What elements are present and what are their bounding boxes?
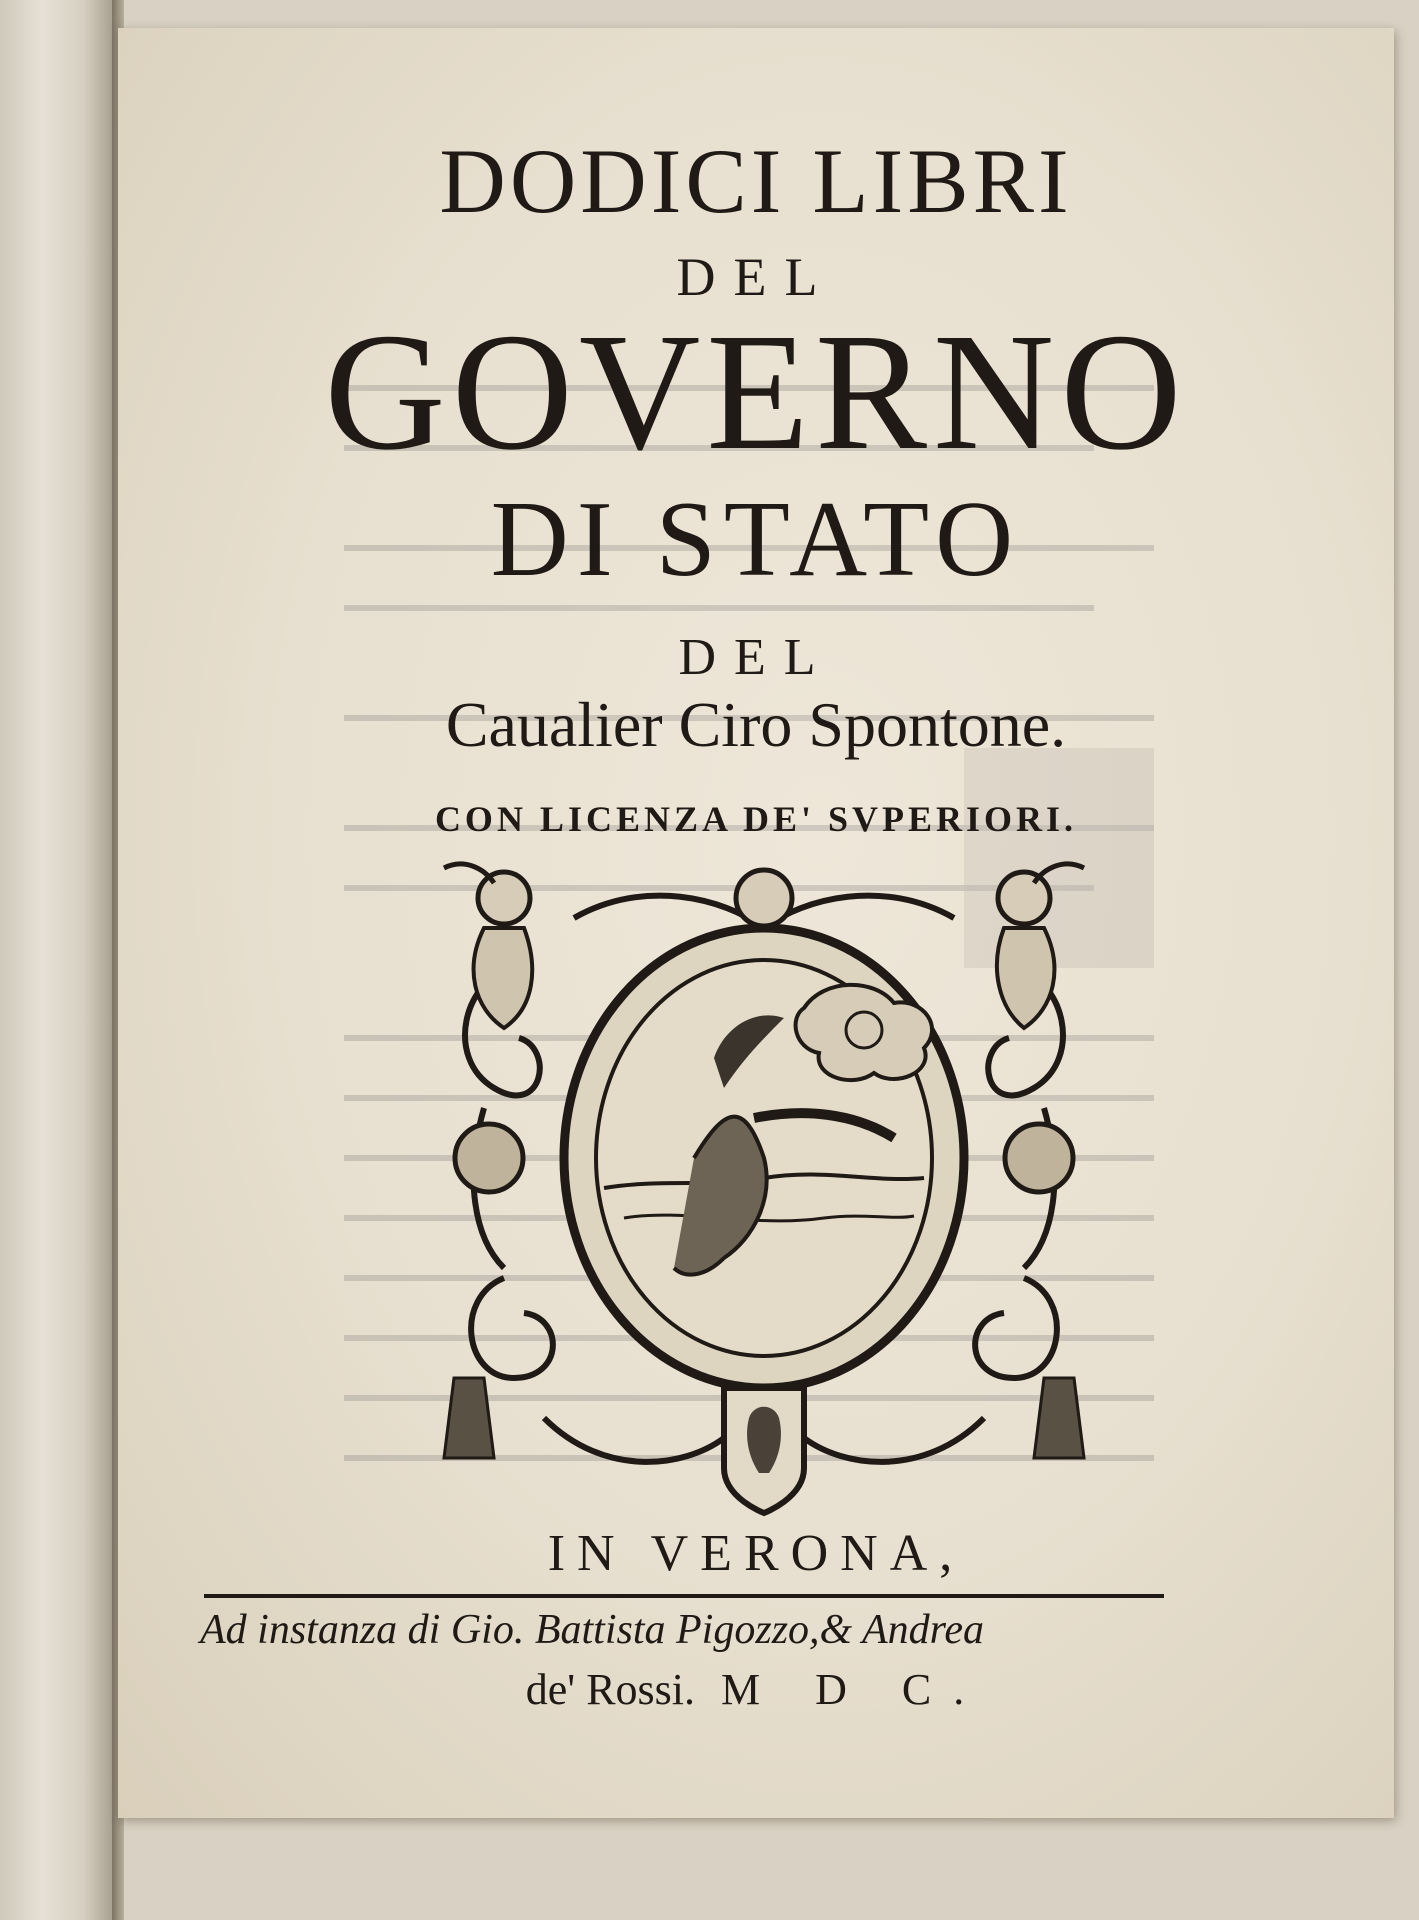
imprint-publisher-line: Ad instanza di Gio. Battista Pigozzo,& Andrea — [200, 1607, 985, 1653]
title-line-3: GOVERNO — [324, 299, 1188, 485]
title-line-4: DI STATO — [490, 480, 1022, 599]
imprint-year: M D C. — [721, 1665, 987, 1714]
title-line-2: DEL — [676, 247, 836, 307]
imprint-rule — [204, 1594, 1164, 1598]
imprint-name-year-line — [118, 1664, 1394, 1715]
title-line-5: DEL — [678, 629, 834, 686]
imprint-place: IN VERONA, — [547, 1525, 965, 1582]
imprint-name: de' Rossi. — [525, 1665, 696, 1714]
title-page — [118, 28, 1394, 1818]
license-line: CON LICENZA DE' SVPERIORI. — [434, 799, 1078, 839]
title-line-1: DODICI LIBRI — [439, 130, 1073, 232]
book-binding — [0, 0, 120, 1920]
printers-device-emblem — [424, 858, 1104, 1518]
author-line: Caualier Ciro Spontone. — [445, 689, 1067, 760]
